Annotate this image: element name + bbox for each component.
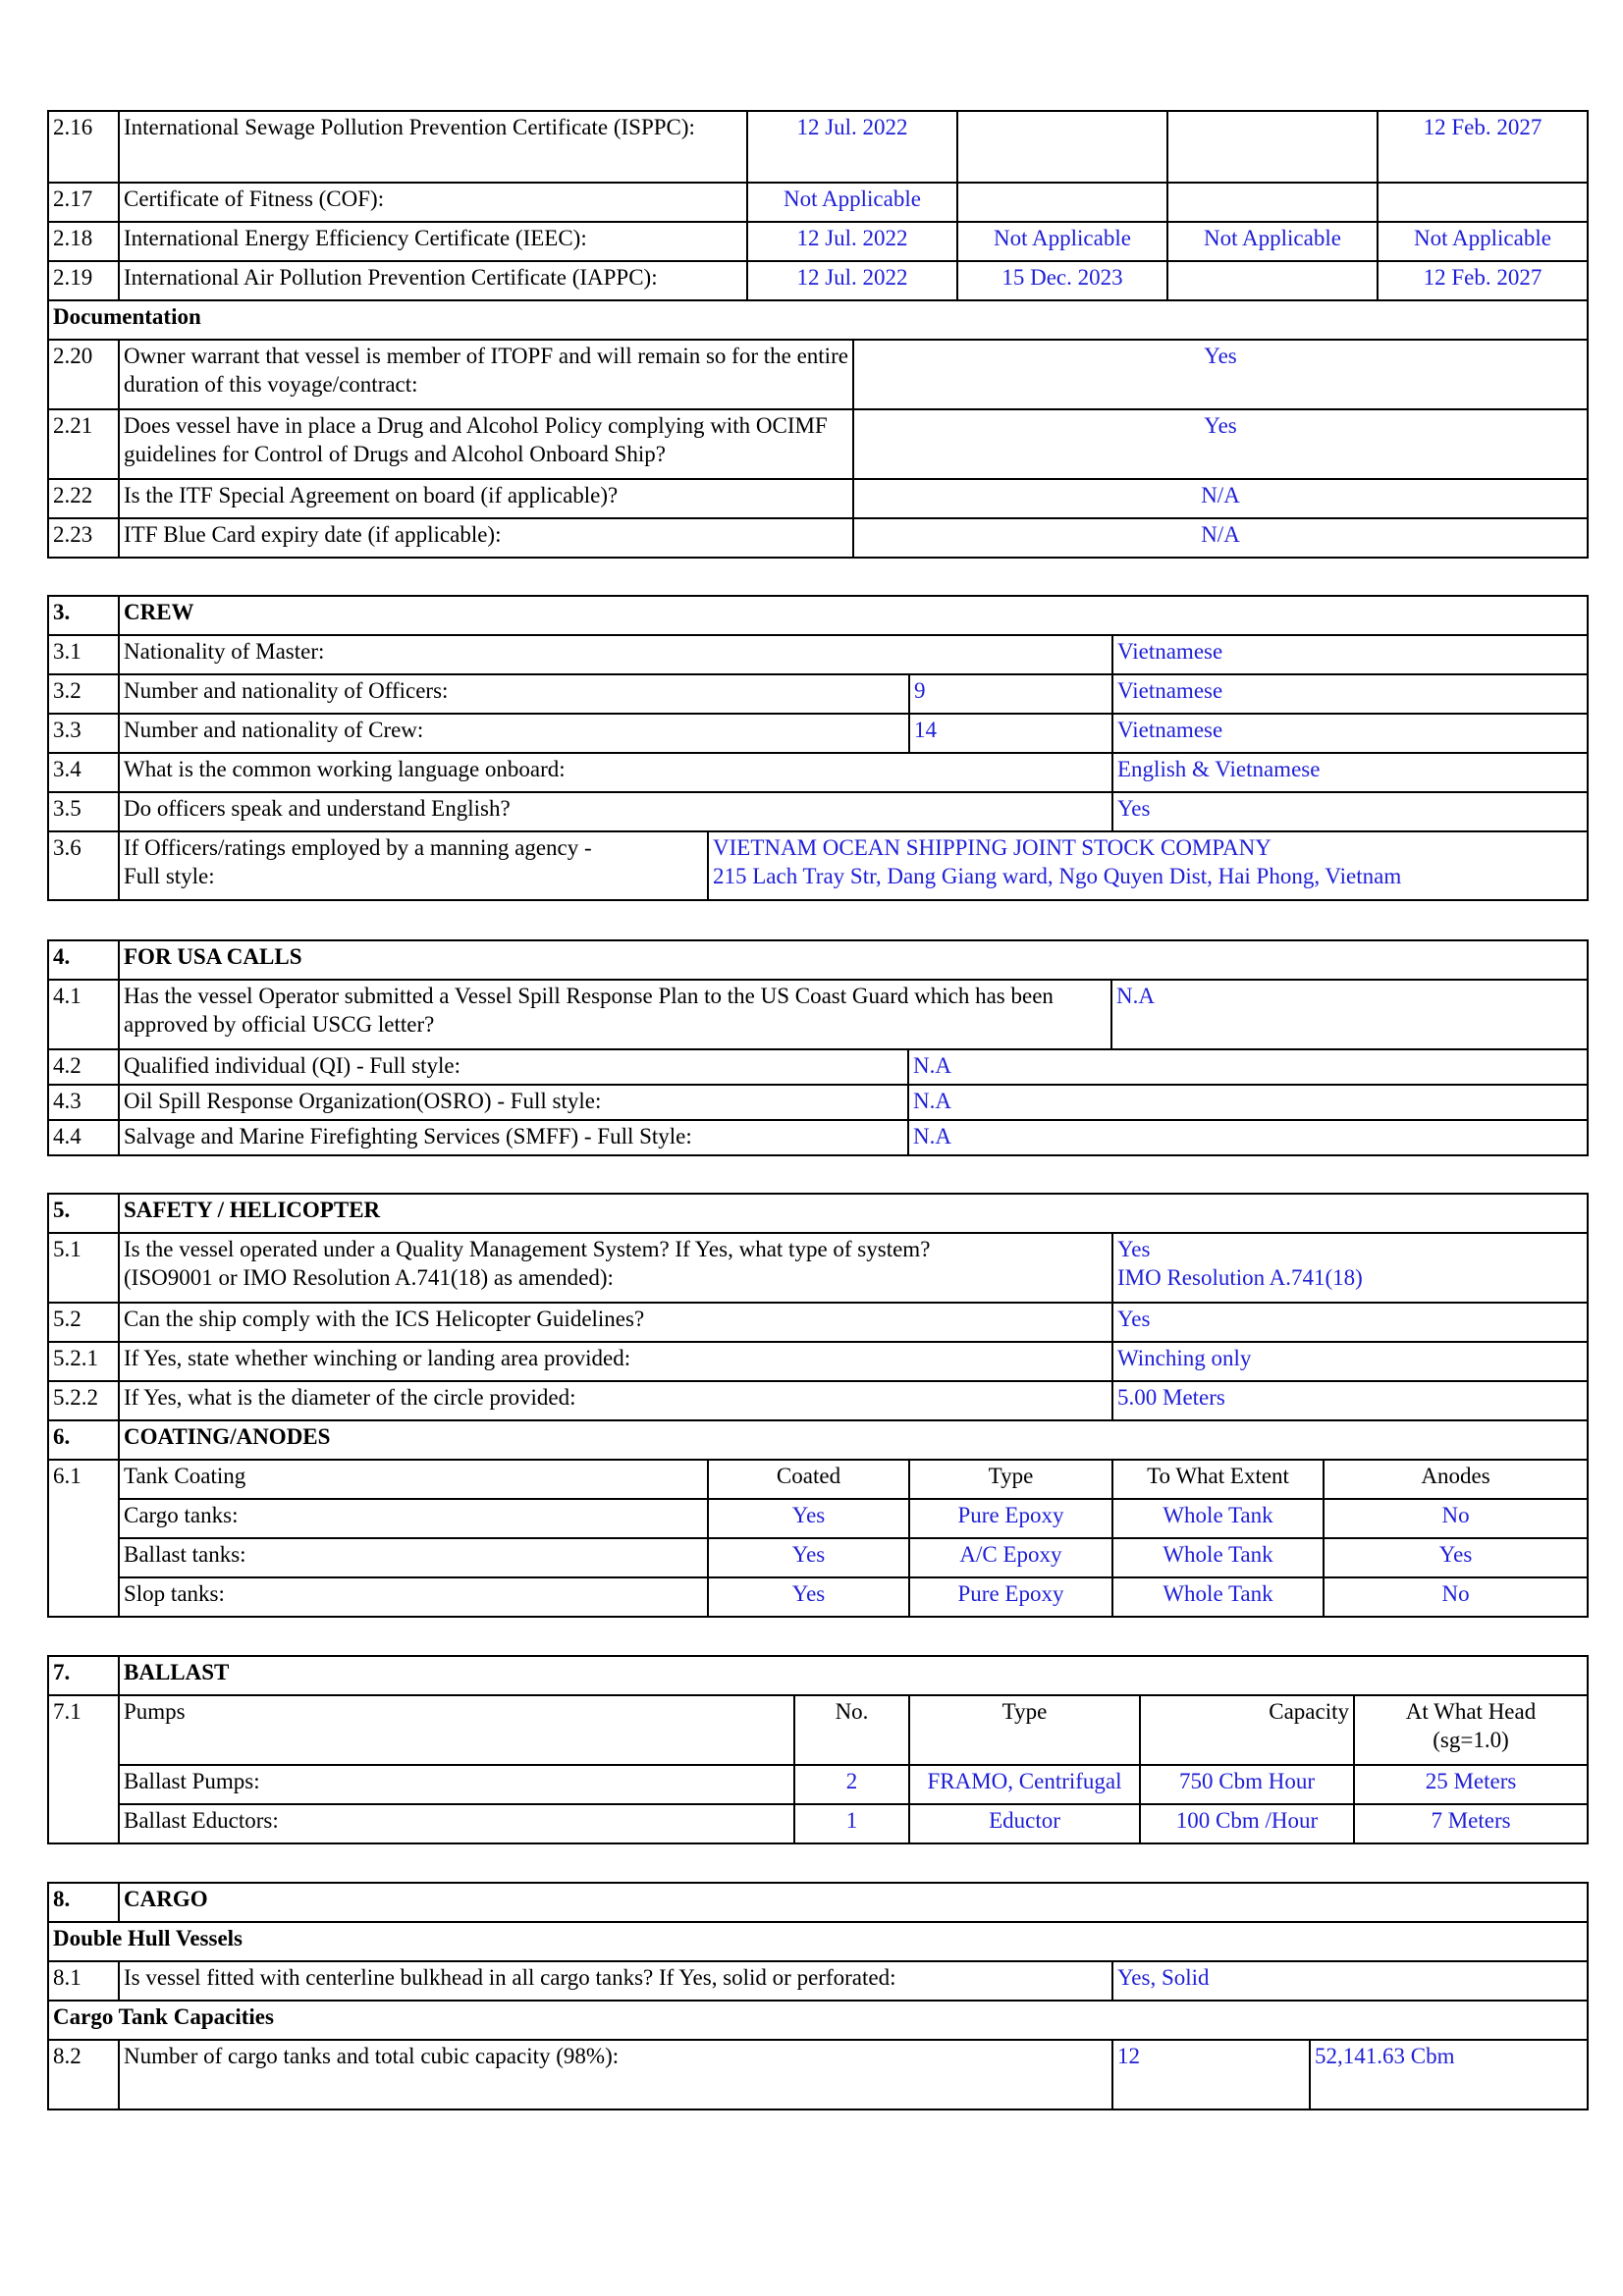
row-value: N.A bbox=[908, 1120, 1588, 1155]
cell: Not Applicable bbox=[957, 222, 1167, 261]
row-number: 2.23 bbox=[48, 518, 119, 558]
row-value: N/A bbox=[853, 479, 1588, 518]
section-title: SAFETY / HELICOPTER bbox=[119, 1194, 1588, 1233]
row-label: Has the vessel Operator submitted a Vessel Spill Response Plan to the US Coast Guard which has been approved by official USCG letter? bbox=[119, 980, 1111, 1049]
column-header: Type bbox=[909, 1695, 1140, 1765]
section-number: 6. bbox=[48, 1420, 119, 1460]
table-cell: Yes bbox=[1324, 1538, 1588, 1577]
row-label: Number of cargo tanks and total cubic capacity (98%): bbox=[119, 2040, 1112, 2109]
spacer-cell bbox=[48, 1538, 119, 1577]
table-cell: 2 bbox=[794, 1765, 909, 1804]
row-label bbox=[119, 1233, 1112, 1303]
table-cell: Yes bbox=[708, 1538, 909, 1577]
row-label: International Air Pollution Prevention Certificate (IAPPC): bbox=[119, 261, 747, 300]
row-number: 3.1 bbox=[48, 635, 119, 674]
row-value: Yes bbox=[853, 340, 1588, 409]
issue-date: 12 Jul. 2022 bbox=[747, 111, 957, 183]
spacer-cell bbox=[48, 1804, 119, 1843]
pump-label: Ballast Eductors: bbox=[119, 1804, 794, 1843]
safety-coating-table bbox=[47, 1193, 1589, 1618]
table-cell: FRAMO, Centrifugal bbox=[909, 1765, 1140, 1804]
row-value: N/A bbox=[853, 518, 1588, 558]
usa-calls-table bbox=[47, 939, 1589, 1156]
row-number: 5.1 bbox=[48, 1233, 119, 1303]
row-number: 5.2 bbox=[48, 1303, 119, 1342]
expiry-date: 12 Feb. 2027 bbox=[1378, 261, 1588, 300]
table-cell: Yes bbox=[708, 1499, 909, 1538]
row-value bbox=[1112, 1233, 1588, 1303]
row-number: 3.2 bbox=[48, 674, 119, 714]
cargo-table bbox=[47, 1882, 1589, 2110]
total-capacity: 52,141.63 Cbm bbox=[1310, 2040, 1588, 2109]
row-number: 2.19 bbox=[48, 261, 119, 300]
cell bbox=[1167, 261, 1378, 300]
row-number: 8.2 bbox=[48, 2040, 119, 2109]
column-header: To What Extent bbox=[1112, 1460, 1324, 1499]
expiry-date: Not Applicable bbox=[1378, 222, 1588, 261]
row-label: Number and nationality of Crew: bbox=[119, 714, 909, 753]
section-number: 7. bbox=[48, 1656, 119, 1695]
row-value: Yes bbox=[1112, 792, 1588, 831]
table-cell: 7 Meters bbox=[1354, 1804, 1588, 1843]
row-number: 4.1 bbox=[48, 980, 119, 1049]
section-title: BALLAST bbox=[119, 1656, 1588, 1695]
column-header: Pumps bbox=[119, 1695, 794, 1765]
row-value: Yes bbox=[853, 409, 1588, 479]
row-number: 8.1 bbox=[48, 1961, 119, 2001]
ballast-table bbox=[47, 1655, 1589, 1844]
row-number: 2.18 bbox=[48, 222, 119, 261]
row-value: N.A bbox=[908, 1049, 1588, 1085]
row-number: 3.5 bbox=[48, 792, 119, 831]
cell bbox=[957, 111, 1167, 183]
row-value: Winching only bbox=[1112, 1342, 1588, 1381]
row-number: 2.21 bbox=[48, 409, 119, 479]
row-label: Can the ship comply with the ICS Helicopter Guidelines? bbox=[119, 1303, 1112, 1342]
row-number: 7.1 bbox=[48, 1695, 119, 1765]
section-title: FOR USA CALLS bbox=[119, 940, 1588, 980]
expiry-date: 12 Feb. 2027 bbox=[1378, 111, 1588, 183]
section-number: 3. bbox=[48, 596, 119, 635]
row-label: Does vessel have in place a Drug and Alcohol Policy complying with OCIMF guidelines for Control of Drugs and Alcohol Onboard Ship? bbox=[119, 409, 853, 479]
column-header: Type bbox=[909, 1460, 1112, 1499]
table-cell: 100 Cbm /Hour bbox=[1140, 1804, 1354, 1843]
table-cell: 25 Meters bbox=[1354, 1765, 1588, 1804]
column-header: Capacity bbox=[1140, 1695, 1354, 1765]
row-number: 2.17 bbox=[48, 183, 119, 222]
row-label: If Yes, state whether winching or landing area provided: bbox=[119, 1342, 1112, 1381]
row-value: 5.00 Meters bbox=[1112, 1381, 1588, 1420]
issue-date: 12 Jul. 2022 bbox=[747, 222, 957, 261]
row-label: Salvage and Marine Firefighting Services (SMFF) - Full Style: bbox=[119, 1120, 908, 1155]
table-cell: Whole Tank bbox=[1112, 1499, 1324, 1538]
row-label: Is the ITF Special Agreement on board (if applicable)? bbox=[119, 479, 853, 518]
section-number: 8. bbox=[48, 1883, 119, 1922]
table-cell: A/C Epoxy bbox=[909, 1538, 1112, 1577]
row-number: 4.2 bbox=[48, 1049, 119, 1085]
table-cell: Pure Epoxy bbox=[909, 1577, 1112, 1617]
agency-name: VIETNAM OCEAN SHIPPING JOINT STOCK COMPANY bbox=[713, 835, 1271, 860]
row-value: Yes, Solid bbox=[1112, 1961, 1588, 2001]
column-header bbox=[1354, 1695, 1588, 1765]
table-cell: Pure Epoxy bbox=[909, 1499, 1112, 1538]
row-value: Vietnamese bbox=[1112, 674, 1588, 714]
row-label: International Sewage Pollution Prevention Certificate (ISPPC): bbox=[119, 111, 747, 183]
row-value: N.A bbox=[1111, 980, 1588, 1049]
row-number: 3.3 bbox=[48, 714, 119, 753]
agency-label-line2: Full style: bbox=[124, 864, 215, 888]
row-label: International Energy Efficiency Certificate (IEEC): bbox=[119, 222, 747, 261]
row-value: English & Vietnamese bbox=[1112, 753, 1588, 792]
qms-label-line1: Is the vessel operated under a Quality Management System? If Yes, what type of system? bbox=[124, 1237, 931, 1261]
section-title: CARGO bbox=[119, 1883, 1588, 1922]
agency-label-line1: If Officers/ratings employed by a manning agency - bbox=[124, 835, 592, 860]
table-cell: 1 bbox=[794, 1804, 909, 1843]
row-number: 5.2.1 bbox=[48, 1342, 119, 1381]
row-number: 3.6 bbox=[48, 831, 119, 900]
row-number: 4.3 bbox=[48, 1085, 119, 1120]
section-title: CREW bbox=[119, 596, 1588, 635]
crew-table bbox=[47, 595, 1589, 901]
row-label bbox=[119, 831, 708, 900]
tank-label: Cargo tanks: bbox=[119, 1499, 708, 1538]
tank-label: Slop tanks: bbox=[119, 1577, 708, 1617]
cell: Not Applicable bbox=[1167, 222, 1378, 261]
cell bbox=[957, 183, 1167, 222]
agency-value bbox=[708, 831, 1588, 900]
column-header: Coated bbox=[708, 1460, 909, 1499]
row-label: Is vessel fitted with centerline bulkhead in all cargo tanks? If Yes, solid or perforated: bbox=[119, 1961, 1112, 2001]
row-number: 2.16 bbox=[48, 111, 119, 183]
table-cell: Eductor bbox=[909, 1804, 1140, 1843]
crew-count: 14 bbox=[909, 714, 1112, 753]
row-label: Oil Spill Response Organization(OSRO) - Full style: bbox=[119, 1085, 908, 1120]
section-number: 5. bbox=[48, 1194, 119, 1233]
cell bbox=[1167, 111, 1378, 183]
row-number: 6.1 bbox=[48, 1460, 119, 1499]
row-label: If Yes, what is the diameter of the circle provided: bbox=[119, 1381, 1112, 1420]
column-header: Tank Coating bbox=[119, 1460, 708, 1499]
table-cell: 750 Cbm Hour bbox=[1140, 1765, 1354, 1804]
row-number: 5.2.2 bbox=[48, 1381, 119, 1420]
row-label: Do officers speak and understand English? bbox=[119, 792, 1112, 831]
spacer-cell bbox=[48, 1577, 119, 1617]
spacer-cell bbox=[48, 1499, 119, 1538]
issue-date: 12 Jul. 2022 bbox=[747, 261, 957, 300]
row-number: 4.4 bbox=[48, 1120, 119, 1155]
row-value: N.A bbox=[908, 1085, 1588, 1120]
qms-label-line2: (ISO9001 or IMO Resolution A.741(18) as amended): bbox=[124, 1265, 614, 1290]
column-header: No. bbox=[794, 1695, 909, 1765]
row-label: Certificate of Fitness (COF): bbox=[119, 183, 747, 222]
row-label: Qualified individual (QI) - Full style: bbox=[119, 1049, 908, 1085]
row-number: 2.20 bbox=[48, 340, 119, 409]
row-label: Owner warrant that vessel is member of ITOPF and will remain so for the entire duration of this voyage/contract: bbox=[119, 340, 853, 409]
tank-count: 12 bbox=[1112, 2040, 1310, 2109]
row-value: Yes bbox=[1112, 1303, 1588, 1342]
section-title: COATING/ANODES bbox=[119, 1420, 1588, 1460]
documentation-heading: Documentation bbox=[48, 300, 1588, 340]
certificates-table bbox=[47, 110, 1589, 301]
spacer-cell bbox=[48, 1765, 119, 1804]
pump-label: Ballast Pumps: bbox=[119, 1765, 794, 1804]
subsection-heading: Double Hull Vessels bbox=[48, 1922, 1588, 1961]
cell bbox=[1167, 183, 1378, 222]
row-value: Vietnamese bbox=[1112, 635, 1588, 674]
row-label: What is the common working language onboard: bbox=[119, 753, 1112, 792]
row-label: Nationality of Master: bbox=[119, 635, 1112, 674]
row-label: Number and nationality of Officers: bbox=[119, 674, 909, 714]
table-cell: Yes bbox=[708, 1577, 909, 1617]
cell: 15 Dec. 2023 bbox=[957, 261, 1167, 300]
qms-value-line2: IMO Resolution A.741(18) bbox=[1117, 1265, 1363, 1290]
agency-address: 215 Lach Tray Str, Dang Giang ward, Ngo Quyen Dist, Hai Phong, Vietnam bbox=[713, 864, 1402, 888]
documentation-table bbox=[47, 299, 1589, 559]
expiry-date bbox=[1378, 183, 1588, 222]
row-label: ITF Blue Card expiry date (if applicable): bbox=[119, 518, 853, 558]
column-header: Anodes bbox=[1324, 1460, 1588, 1499]
table-cell: No bbox=[1324, 1577, 1588, 1617]
tank-label: Ballast tanks: bbox=[119, 1538, 708, 1577]
head-label: At What Head bbox=[1405, 1699, 1537, 1724]
row-value: Vietnamese bbox=[1112, 714, 1588, 753]
subsection-heading: Cargo Tank Capacities bbox=[48, 2001, 1588, 2040]
table-cell: No bbox=[1324, 1499, 1588, 1538]
qms-value-line1: Yes bbox=[1117, 1237, 1151, 1261]
table-cell: Whole Tank bbox=[1112, 1538, 1324, 1577]
row-number: 2.22 bbox=[48, 479, 119, 518]
row-number: 3.4 bbox=[48, 753, 119, 792]
section-number: 4. bbox=[48, 940, 119, 980]
officer-count: 9 bbox=[909, 674, 1112, 714]
head-sublabel: (sg=1.0) bbox=[1433, 1728, 1509, 1752]
issue-date: Not Applicable bbox=[747, 183, 957, 222]
table-cell: Whole Tank bbox=[1112, 1577, 1324, 1617]
